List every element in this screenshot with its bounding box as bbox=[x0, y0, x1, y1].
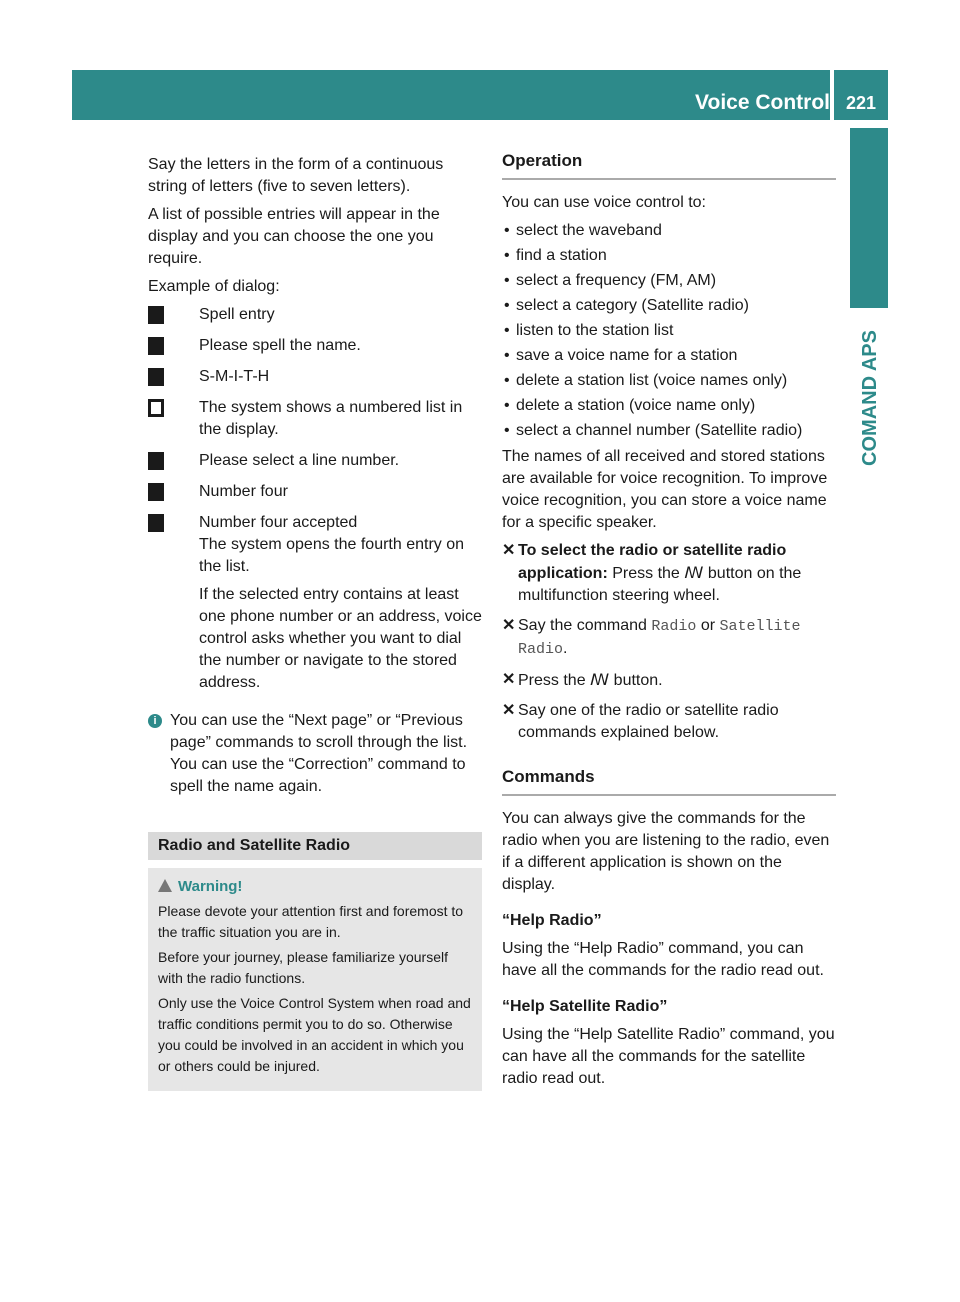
dialog-text: The system opens the fourth entry on the list. bbox=[199, 536, 465, 575]
operation-heading: Operation bbox=[502, 150, 836, 180]
list-item: • select the waveband bbox=[502, 220, 836, 242]
speaker-system-icon bbox=[148, 514, 164, 532]
list-item: • select a channel number (Satellite radio) bbox=[502, 420, 836, 442]
info-icon: i bbox=[148, 714, 162, 728]
section-title: Radio and Satellite Radio bbox=[148, 832, 482, 860]
dialog-text: The system shows a numbered list in the display. bbox=[199, 399, 463, 438]
list-item: • select a category (Satellite radio) bbox=[502, 295, 836, 317]
dialog-text: If the selected entry contains at least one phone number or an address, voice control asks whether you want to dial the number or navigate to the stored address. bbox=[199, 586, 482, 691]
speaker-user-icon bbox=[148, 306, 164, 324]
operation-list bbox=[502, 220, 836, 442]
dialog-row bbox=[148, 366, 482, 394]
dialog-row bbox=[148, 481, 482, 509]
list-item: • listen to the station list bbox=[502, 320, 836, 342]
side-tab bbox=[850, 128, 888, 308]
dialog-text: Spell entry bbox=[199, 306, 275, 323]
list-item: • save a voice name for a station bbox=[502, 345, 836, 367]
warning-triangle-icon bbox=[158, 879, 172, 892]
dialog-text: Number four accepted bbox=[199, 514, 358, 531]
step-item: ✕ Press the ꟿ button. bbox=[502, 670, 663, 689]
voice-button-icon: ꟿ bbox=[684, 563, 704, 582]
warning-paragraph: Before your journey, please familiarize yourself with the radio functions. bbox=[158, 949, 448, 986]
intro-paragraph: A list of possible entries will appear in the display and you can choose the one you require. bbox=[148, 206, 440, 267]
dialog-example bbox=[148, 304, 482, 700]
dialog-row bbox=[148, 304, 482, 332]
list-item: • delete a station list (voice names only) bbox=[502, 370, 836, 392]
display-icon bbox=[148, 399, 164, 417]
dialog-text: Number four bbox=[199, 483, 288, 500]
speaker-system-icon bbox=[148, 452, 164, 470]
steps bbox=[502, 540, 836, 744]
operation-intro: You can use voice control to: bbox=[502, 194, 706, 211]
intro-paragraph: Say the letters in the form of a continuous string of letters (five to seven letters). bbox=[148, 156, 444, 195]
step-marker-icon: ✕ bbox=[502, 542, 516, 559]
left-column bbox=[148, 154, 482, 1091]
step-item: ✕ To select the radio or satellite radio application: Press the ꟿ button on the multifunction steering wheel. bbox=[502, 542, 802, 604]
help-sat-text: Using the “Help Satellite Radio” command, you can have all the commands for the satellite radio read out. bbox=[502, 1026, 835, 1087]
speaker-user-icon bbox=[148, 368, 164, 386]
speaker-user-icon bbox=[148, 483, 164, 501]
side-label: COMAND APS bbox=[859, 330, 881, 466]
right-column bbox=[502, 150, 836, 1096]
dialog-text: Please select a line number. bbox=[199, 452, 400, 469]
help-radio-text: Using the “Help Radio” command, you can have all the commands for the radio read out. bbox=[502, 940, 824, 979]
help-sat-title: “Help Satellite Radio” bbox=[502, 998, 668, 1015]
dialog-text: S-M-I-T-H bbox=[199, 368, 270, 385]
names-paragraph: The names of all received and stored stations are available for voice recognition. To improve voice recognition, you can store a voice name for a specific speaker. bbox=[502, 448, 828, 531]
step-item: ✕ Say one of the radio or satellite radio commands explained below. bbox=[502, 702, 779, 741]
speaker-system-icon bbox=[148, 337, 164, 355]
page-number: 221 bbox=[845, 93, 877, 113]
info-note bbox=[148, 710, 482, 798]
warning-paragraph: Please devote your attention first and foremost to the traffic situation you are in. bbox=[158, 903, 464, 940]
dialog-row bbox=[148, 397, 482, 447]
step-marker-icon: ✕ bbox=[502, 671, 516, 688]
voice-button-icon: ꟿ bbox=[590, 670, 610, 689]
info-text: You can use the “Next page” or “Previous page” commands to scroll through the list. You can use the “Correction” command to spell the name again. bbox=[170, 712, 468, 795]
list-item: • find a station bbox=[502, 245, 836, 267]
help-radio-title: “Help Radio” bbox=[502, 912, 602, 929]
commands-heading: Commands bbox=[502, 766, 836, 796]
dialog-text: Please spell the name. bbox=[199, 337, 361, 354]
dialog-row bbox=[148, 512, 482, 700]
dialog-row bbox=[148, 450, 482, 478]
warning-box bbox=[148, 868, 482, 1091]
warning-heading: Warning! bbox=[158, 876, 474, 897]
commands-intro: You can always give the commands for the radio when you are listening to the radio, even if a different application is shown on the display. bbox=[502, 810, 830, 893]
dialog-row bbox=[148, 335, 482, 363]
chapter-title: Voice Control bbox=[695, 91, 830, 114]
intro-paragraph: Example of dialog: bbox=[148, 278, 280, 295]
list-item: • delete a station (voice name only) bbox=[502, 395, 836, 417]
step-item: ✕ Say the command Radio or Satellite Radio. bbox=[502, 617, 801, 658]
step-marker-icon: ✕ bbox=[502, 617, 516, 634]
list-item: • select a frequency (FM, AM) bbox=[502, 270, 836, 292]
warning-paragraph: Only use the Voice Control System when road and traffic conditions permit you to do so. Otherwise you could be involved in an accident in which you or others could be injured. bbox=[158, 995, 471, 1074]
step-marker-icon: ✕ bbox=[502, 702, 516, 719]
